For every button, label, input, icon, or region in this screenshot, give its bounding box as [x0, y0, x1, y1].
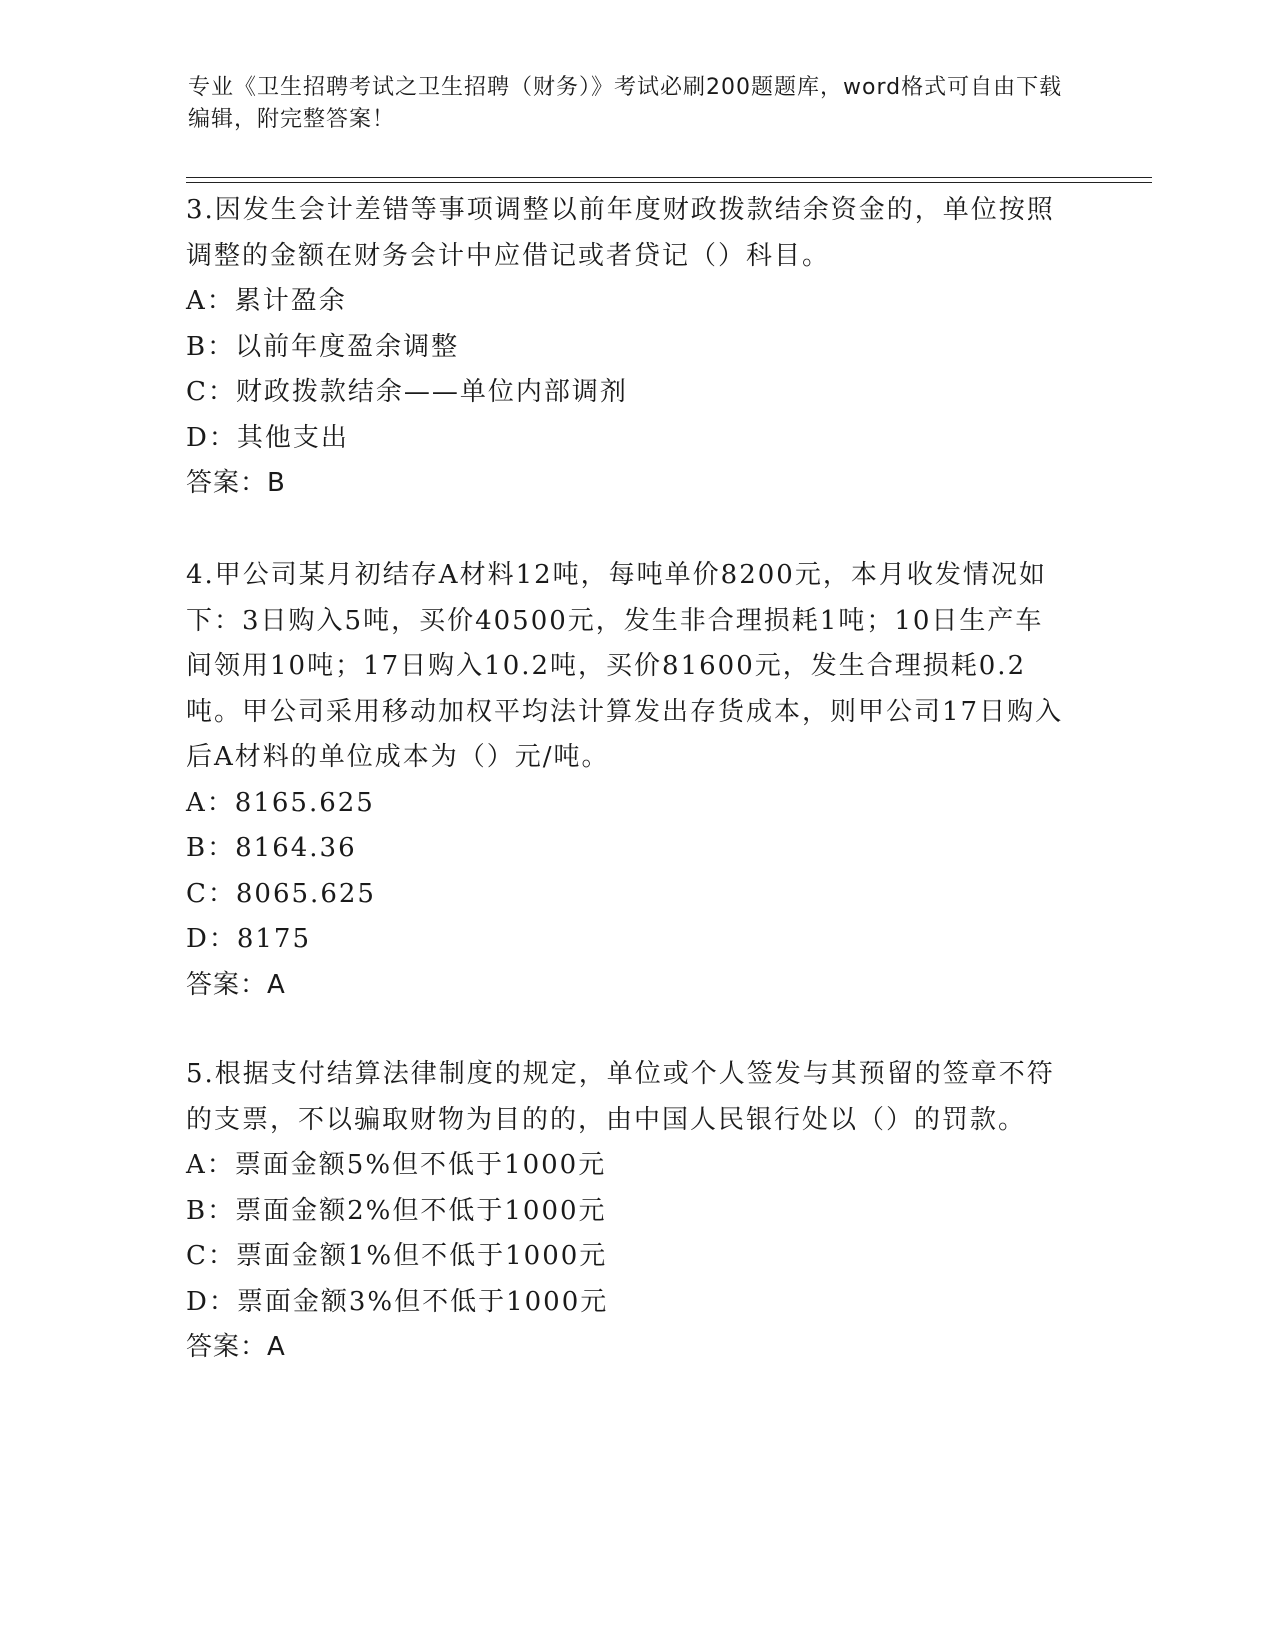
header-divider-bottom — [186, 182, 1152, 183]
option-b: B：以前年度盈余调整 — [186, 331, 460, 362]
question-3 — [186, 188, 1066, 507]
question-text: 4.甲公司某月初结存A材料12吨，每吨单价8200元，本月收发情况如下：3日购入5吨，买价40500元，发生非合理损耗1吨；10日生产车间领用10吨；17日购入10.2吨，买价81600元，发生合理损耗0.2吨。甲公司采用移动加权平均法计算发出存货成本，则甲公司17日购入后A材料的单位成本为（）元/吨。 — [186, 560, 1064, 772]
option-c: C：8065.625 — [186, 878, 376, 909]
question-4 — [186, 553, 1066, 1008]
option-a: A：8165.625 — [186, 787, 375, 818]
answer: 答案：A — [186, 969, 286, 1000]
option-d: D：其他支出 — [186, 422, 349, 453]
question-text: 3.因发生会计差错等事项调整以前年度财政拨款结余资金的，单位按照调整的金额在财务会计中应借记或者贷记（）科目。 — [186, 195, 1055, 271]
option-c: C：票面金额1%但不低于1000元 — [186, 1241, 608, 1271]
option-b: B：8164.36 — [186, 833, 357, 863]
answer: 答案：B — [186, 468, 286, 498]
option-c: C：财政拨款结余——单位内部调剂 — [186, 377, 628, 407]
question-text: 5.根据支付结算法律制度的规定，单位或个人签发与其预留的签章不符的支票，不以骗取财物为目的的，由中国人民银行处以（）的罚款。 — [186, 1059, 1055, 1135]
question-5 — [186, 1052, 1066, 1371]
option-d: D：8175 — [186, 924, 312, 954]
header-divider-top — [186, 177, 1152, 178]
answer: 答案：A — [186, 1332, 286, 1362]
option-a: A：票面金额5%但不低于1000元 — [186, 1150, 607, 1180]
option-d: D：票面金额3%但不低于1000元 — [186, 1286, 609, 1317]
option-b: B：票面金额2%但不低于1000元 — [186, 1195, 607, 1226]
option-a: A：累计盈余 — [186, 286, 347, 316]
document-header: 专业《卫生招聘考试之卫生招聘（财务）》考试必刷200题题库，word格式可自由下载编辑，附完整答案！ — [188, 75, 1063, 132]
